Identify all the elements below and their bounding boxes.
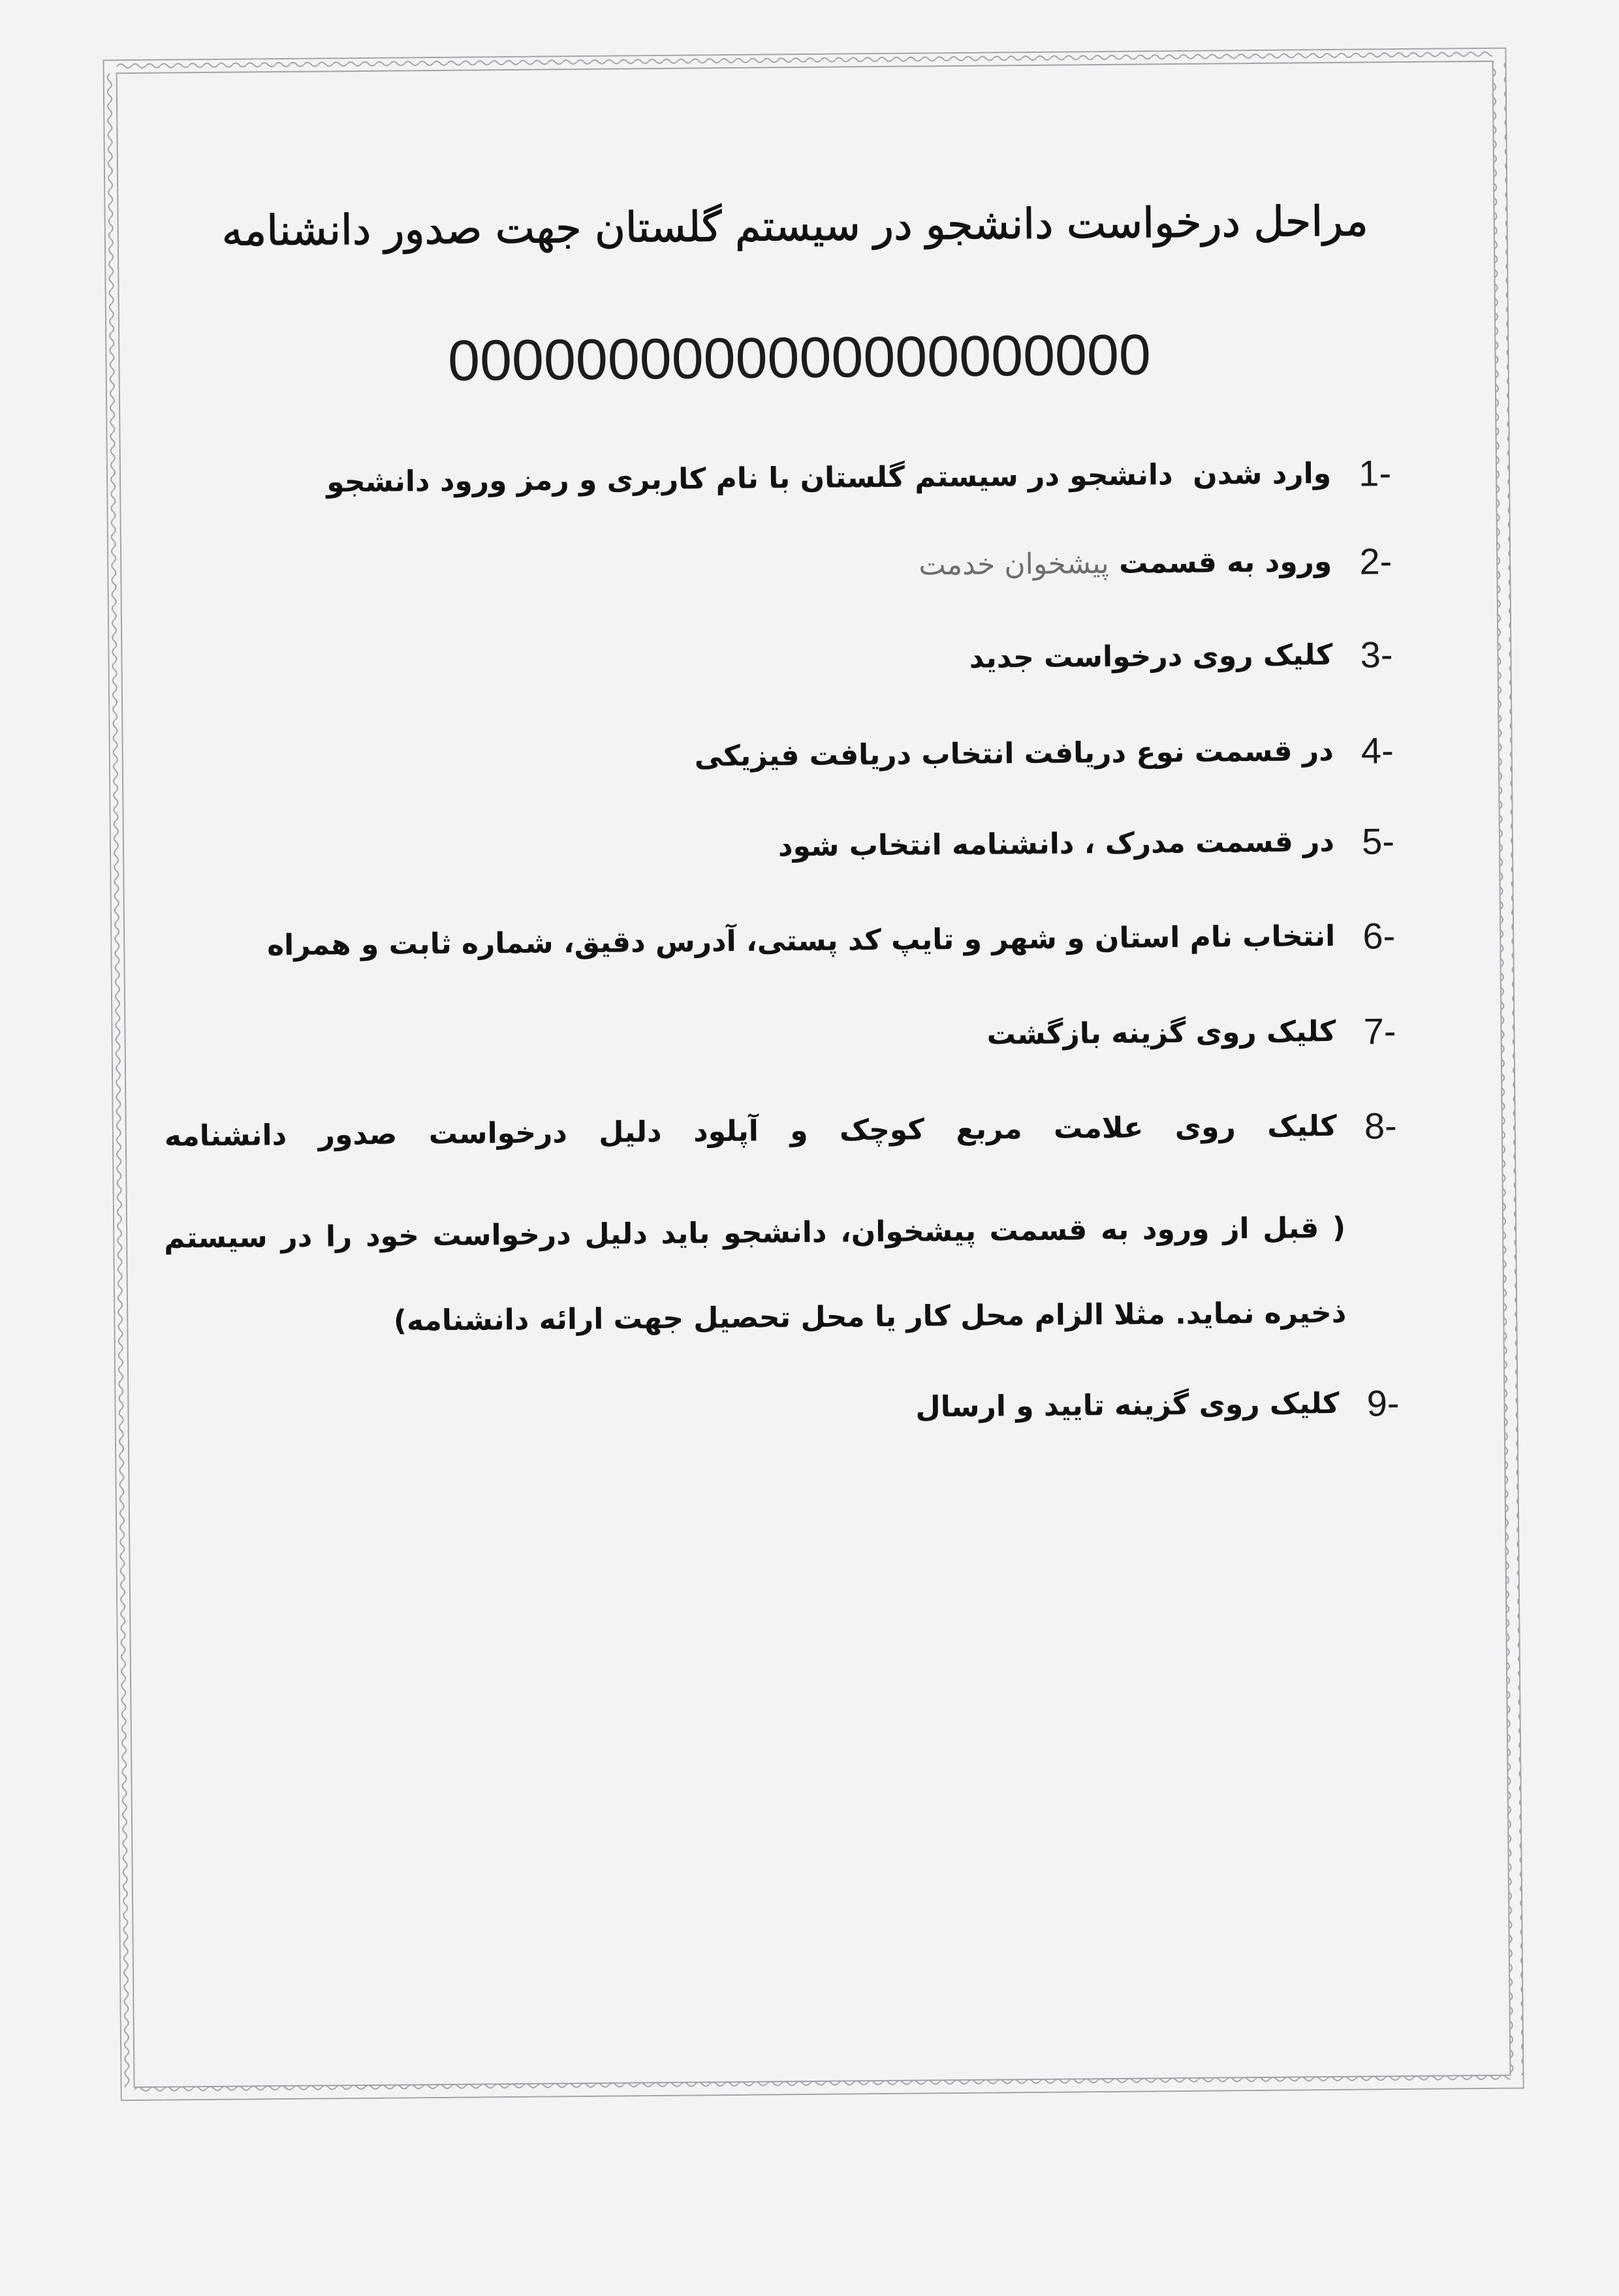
step-number: 4-: [1360, 730, 1394, 771]
step-note-line: [1, 1190, 1619, 1276]
step-text: کلیک روی درخواست جدید: [969, 638, 1333, 675]
step-number: 3-: [1360, 634, 1393, 675]
step-text: انتخاب نام استان و شهر و تایپ کد پستی، آدرس دقیق، شماره ثابت و همراه: [266, 919, 1336, 963]
step-number: 7-: [1363, 1010, 1396, 1052]
list-item: [0, 713, 1616, 799]
step-text: در قسمت مدرک ، دانشنامه انتخاب شود: [778, 824, 1335, 863]
list-item: [0, 993, 1618, 1079]
step-text: [157, 526, 1332, 608]
step-number: 5-: [1361, 820, 1395, 862]
step-text-main: ورود به قسمت: [1118, 544, 1332, 580]
step-number: 6-: [1362, 915, 1396, 957]
list-item: [2, 1365, 1619, 1451]
list-item: [0, 803, 1616, 890]
step-number: 2-: [1359, 540, 1392, 582]
list-item: [0, 435, 1614, 521]
step-text: وارد شدن دانشجو در سیستم گلستان با نام کاربری و رمز ورود دانشجو: [326, 456, 1332, 499]
step-note-text: ذخیره نماید. مثلا الزام محل کار یا محل تحصیل جهت ارائه دانشنامه): [393, 1295, 1347, 1338]
list-item: [0, 523, 1614, 610]
step-number: 1-: [1358, 452, 1392, 494]
document-title: مراحل درخواست دانشجو در سیستم گلستان جهت صدور دانشنامه: [221, 197, 1369, 256]
step-text: کلیک روی گزینه بازگشت: [986, 1014, 1336, 1051]
border-wave-top: [116, 48, 1492, 73]
step-note-text: ( قبل از ورود به قسمت پیشخوان، دانشجو باید دلیل درخواست خود را در سیستم: [163, 1211, 1346, 1255]
step-text: کلیک روی گزینه تایید و ارسال: [915, 1386, 1340, 1424]
step-number: 8-: [1364, 1105, 1398, 1147]
list-item: [0, 617, 1615, 703]
step-note-line: [1, 1275, 1619, 1361]
step-text-muted: پیشخوان خدمت: [919, 546, 1110, 582]
list-item: [0, 898, 1618, 984]
step-number: 9-: [1366, 1382, 1400, 1424]
step-text: کلیک روی علامت مربع کوچک و آپلود دلیل درخواست صدور دانشنامه: [164, 1109, 1338, 1153]
document-code: 0000000000000000000000: [447, 322, 1152, 393]
border-wave-bottom: [134, 2075, 1511, 2100]
step-text: در قسمت نوع دریافت انتخاب دریافت فیزیکی: [694, 734, 1334, 773]
list-item: [0, 1088, 1619, 1174]
